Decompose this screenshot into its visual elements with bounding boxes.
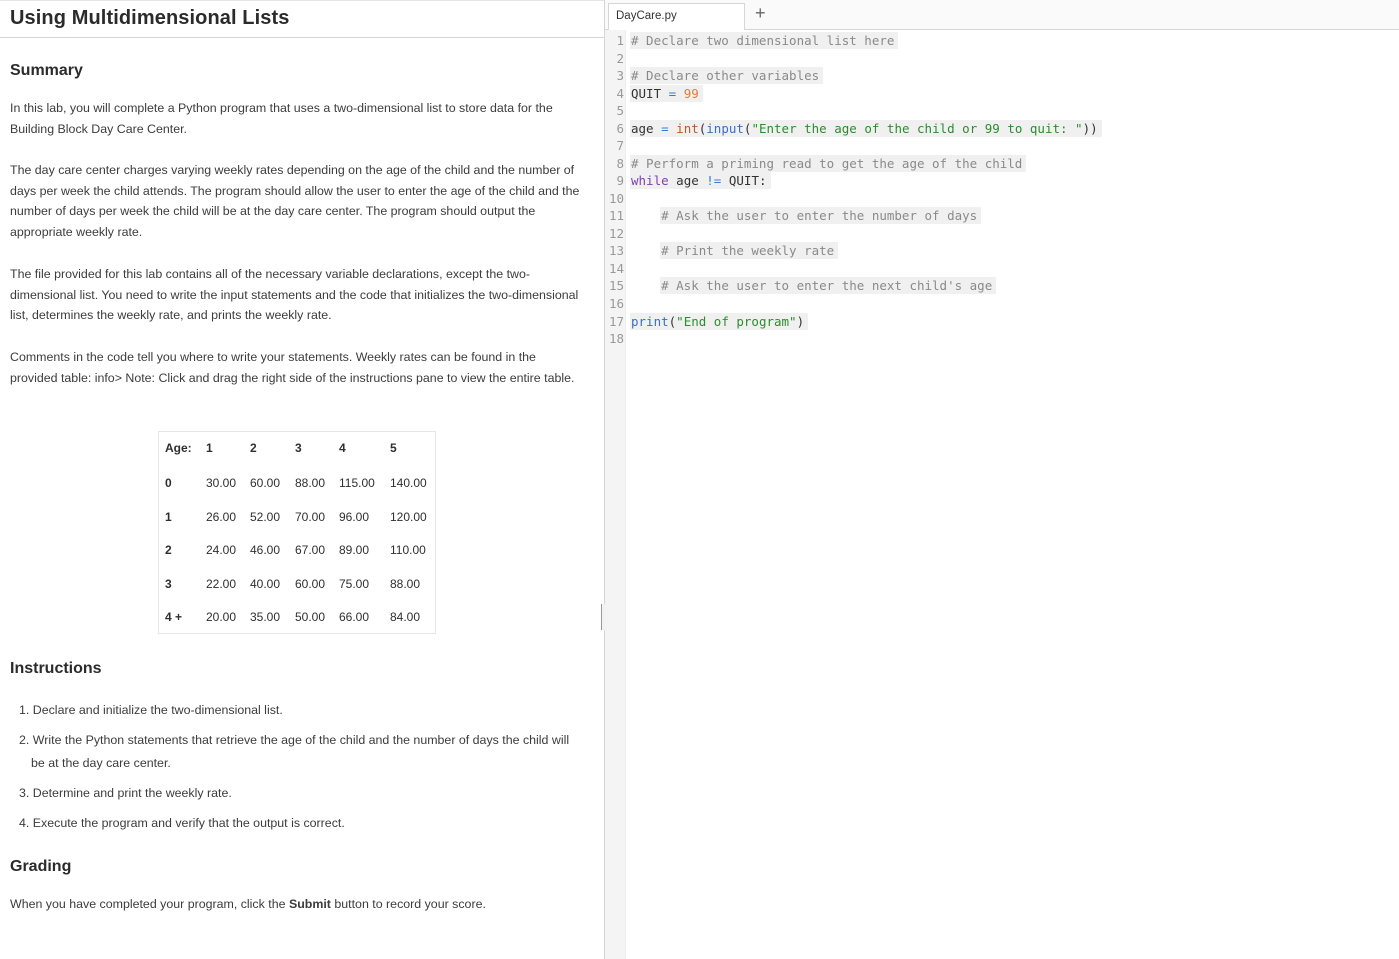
table-header-cell: 5 [390,441,397,455]
line-number: 16 [608,296,624,311]
editor-tab-bar [605,0,1399,30]
line-number: 9 [616,173,624,188]
table-rate-cell: 60.00 [250,476,281,490]
table-rate-cell: 50.00 [295,610,326,624]
table-rate-cell: 22.00 [206,577,237,591]
grading-text-before: When you have completed your program, click the [10,897,289,911]
instructions-pane [0,0,605,959]
table-rate-cell: 88.00 [390,577,421,591]
line-number: 14 [608,261,624,276]
table-rate-cell: 70.00 [295,510,326,524]
instruction-item: 4. Execute the program and verify that the output is correct. [19,816,345,830]
instruction-item: 3. Determine and print the weekly rate. [19,786,232,800]
table-rate-cell: 89.00 [339,543,370,557]
line-number: 8 [616,156,624,171]
instructions-heading: Instructions [10,660,102,677]
instructions-list [10,699,570,842]
table-rate-cell: 66.00 [339,610,370,624]
summary-paragraph-1: In this lab, you will complete a Python program that uses a two-dimensional list to store data for the Building Block Day Care Center. [10,101,553,136]
table-rate-cell: 52.00 [250,510,281,524]
table-rate-cell: 110.00 [390,543,426,557]
table-header-cell: Age: [165,441,192,455]
code-line[interactable]: # Ask the user to enter the number of days [630,208,981,223]
table-rate-cell: 140.00 [390,476,427,490]
table-rate-cell: 75.00 [339,577,370,591]
table-header-cell: 3 [295,441,302,455]
table-rate-cell: 120.00 [390,510,427,524]
line-number: 18 [608,331,624,346]
weekly-rates-table [158,431,436,634]
summary-paragraph-4: Comments in the code tell you where to write your statements. Weekly rates can be found in the provided table: info> Note: Click and drag the right side of the instructions pane to view the entire table. [10,350,575,385]
table-age-cell: 4 + [165,610,183,624]
line-number: 5 [616,103,624,118]
table-rate-cell: 60.00 [295,577,326,591]
table-rate-cell: 46.00 [250,543,281,557]
line-number: 17 [608,314,624,329]
table-rate-cell: 84.00 [390,610,421,624]
code-line[interactable]: print("End of program") [630,314,808,329]
table-header-cell: 1 [206,441,213,455]
table-age-cell: 1 [165,510,172,524]
file-tab-daycare[interactable]: DayCare.py [608,3,745,30]
code-editor[interactable] [605,0,1399,959]
table-rate-cell: 26.00 [206,510,237,524]
line-number: 7 [616,138,624,153]
grading-heading: Grading [10,858,72,875]
table-rate-cell: 20.00 [206,610,237,624]
table-header-cell: 4 [339,441,346,455]
code-line[interactable]: while age != QUIT: [630,173,771,188]
table-rate-cell: 30.00 [206,476,237,490]
table-rate-cell: 24.00 [206,543,237,557]
table-age-cell: 2 [165,543,172,557]
code-line[interactable]: # Ask the user to enter the next child's age [630,278,996,293]
summary-paragraph-3: The file provided for this lab contains all of the necessary variable declarations, except the two-dimensional list. You need to write the input statements and the code that initializes the two-dimensional list, determines the weekly rate, and prints the weekly rate. [10,267,579,323]
table-rate-cell: 88.00 [295,476,326,490]
code-line[interactable]: # Perform a priming read to get the age of the child [630,156,1026,171]
summary-heading: Summary [10,62,83,79]
grading-text [10,894,586,915]
code-line[interactable]: QUIT = 99 [630,86,703,101]
line-number: 10 [608,191,624,206]
instruction-item: 1. Declare and initialize the two-dimensional list. [19,703,283,717]
line-number: 11 [608,208,624,223]
add-file-tab-icon[interactable]: + [755,3,766,23]
line-number: 1 [616,33,624,48]
table-rate-cell: 96.00 [339,510,370,524]
line-number: 6 [616,121,624,136]
summary-paragraph-2: The day care center charges varying weekly rates depending on the age of the child and the number of days per week the child attends. The program should allow the user to enter the age of the child and the number of days per week the child will be at the day care center. The program should output the appropriate weekly rate. [10,163,580,240]
table-rate-cell: 67.00 [295,543,326,557]
code-line[interactable]: age = int(input("Enter the age of the child or 99 to quit: ")) [630,121,1102,136]
instructions-header [0,0,604,38]
table-age-cell: 3 [165,577,172,591]
line-number: 3 [616,68,624,83]
grading-text-after: button to record your score. [330,897,486,911]
lab-title: Using Multidimensional Lists [10,7,290,29]
line-number-gutter [605,30,626,959]
submit-word: Submit [288,897,331,911]
table-header-cell: 2 [250,441,257,455]
line-number: 15 [608,278,624,293]
line-number: 4 [616,86,624,101]
table-rate-cell: 40.00 [250,577,281,591]
table-rate-cell: 35.00 [250,610,281,624]
table-rate-cell: 115.00 [339,476,375,490]
table-age-cell: 0 [165,476,172,490]
line-number: 12 [608,226,624,241]
line-number: 2 [616,51,624,66]
code-line[interactable]: # Declare two dimensional list here [630,33,898,48]
line-number: 13 [608,243,624,258]
code-line[interactable]: # Print the weekly rate [630,243,838,258]
code-line[interactable]: # Declare other variables [630,68,823,83]
instruction-item: 2. Write the Python statements that retrieve the age of the child and the number of days the child will be at the day care center. [19,733,570,770]
